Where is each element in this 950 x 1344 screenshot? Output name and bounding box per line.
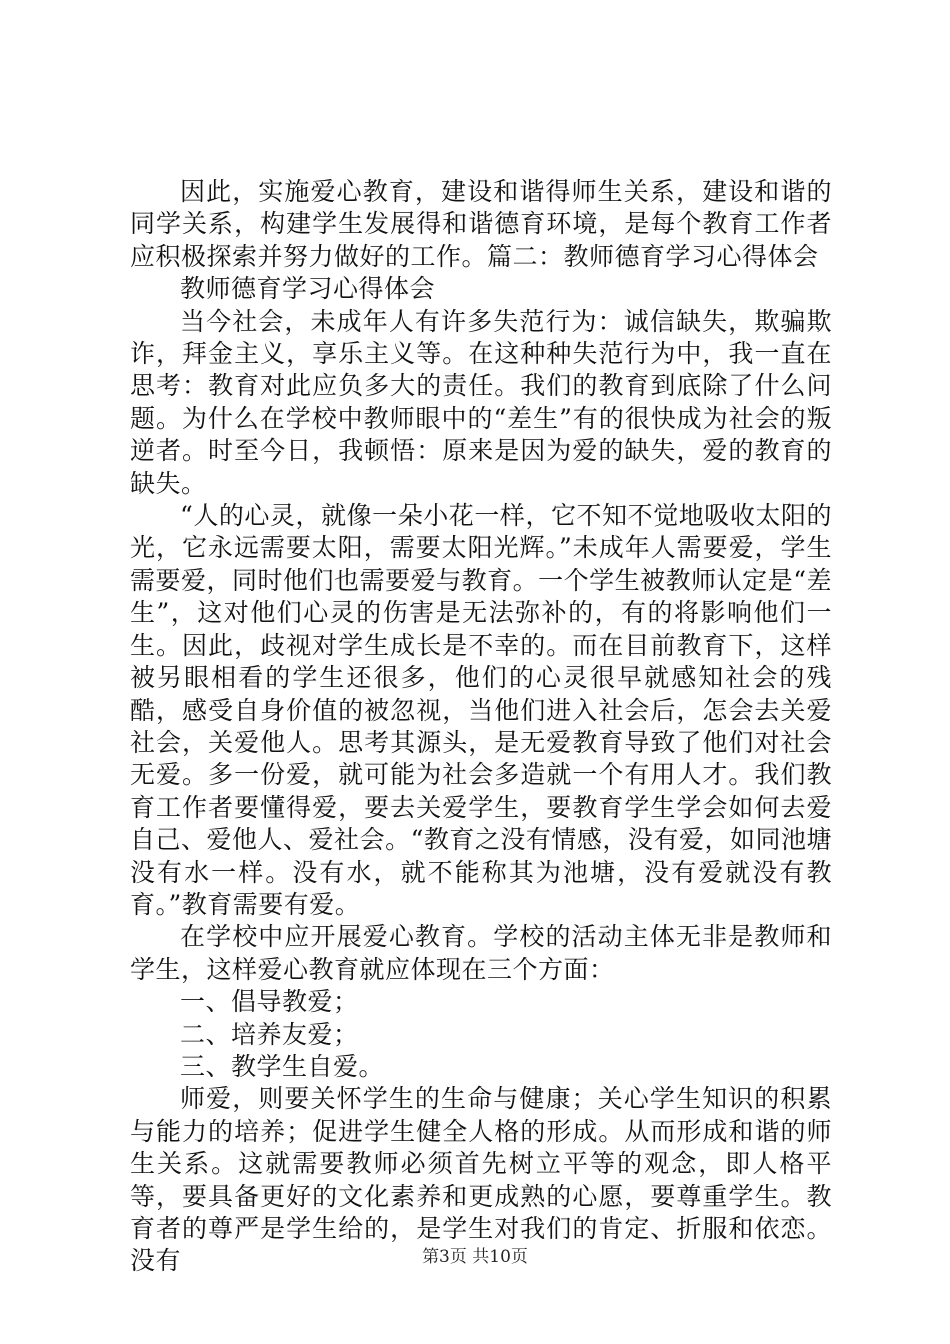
list-item: 二、培养友爱； <box>180 1019 359 1049</box>
list-item: 一、倡导教爱； <box>180 987 359 1017</box>
paragraph: “人的心灵，就像一朵小花一样，它不知不觉地吸收太阳的光，它永远需要太阳，需要太阳光辉。”未成年人需要爱，学生需要爱，同时他们也需要爱与教育。一个学生被教师认定是“差生”，这对他们心灵的伤害是无法弥补的，有的将影响他们一生。因此，歧视对学生成长是不幸的。而在目前教育下，这样被另眼相看的学生还很多，他们的心灵很早就感知社会的残酷，感受自身价值的被忽视，当他们进入社会后，怎会去关爱社会，关爱他人。思考其源头，是无爱教育导致了他们对社会无爱。多一份爱，就可能为社会多造就一个有用人才。我们教育工作者要懂得爱，要去关爱学生，要教育学生学会如何去爱自己、爱他人、爱社会。“教育之没有情感，没有爱，如同池塘没有水一样。没有水，就不能称其为池塘，没有爱就没有教育。”教育需要有爱。 <box>130 501 832 919</box>
page-number-footer: 第3页 共10页 <box>422 1247 528 1267</box>
document-body <box>130 176 832 1278</box>
paragraph: 当今社会，未成年人有许多失范行为：诚信缺失，欺骗欺诈，拜金主义，享乐主义等。在这种种失范行为中，我一直在思考：教育对此应负多大的责任。我们的教育到底除了什么问题。为什么在学校中教师眼中的“差生”有的很快成为社会的叛逆者。时至今日，我顿悟：原来是因为爱的缺失，爱的教育的缺失。 <box>130 306 832 498</box>
list-item: 三、教学生自爱。 <box>180 1051 385 1081</box>
section-heading: 教师德育学习心得体会 <box>180 274 436 304</box>
paragraph: 因此，实施爱心教育，建设和谐得师生关系，建设和谐的同学关系，构建学生发展得和谐德育环境，是每个教育工作者应积极探索并努力做好的工作。篇二：教师德育学习心得体会 <box>130 177 832 271</box>
paragraph: 师爱，则要关怀学生的生命与健康；关心学生知识的积累与能力的培养；促进学生健全人格的形成。从而形成和谐的师生关系。这就需要教师必须首先树立平等的观念，即人格平等，要具备更好的文化素养和更成熟的心愿，要尊重学生。教育者的尊严是学生给的，是学生对我们的肯定、折服和依恋。没有 <box>130 1084 832 1276</box>
paragraph: 在学校中应开展爱心教育。学校的活动主体无非是教师和学生，这样爱心教育就应体现在三个方面： <box>130 922 832 984</box>
